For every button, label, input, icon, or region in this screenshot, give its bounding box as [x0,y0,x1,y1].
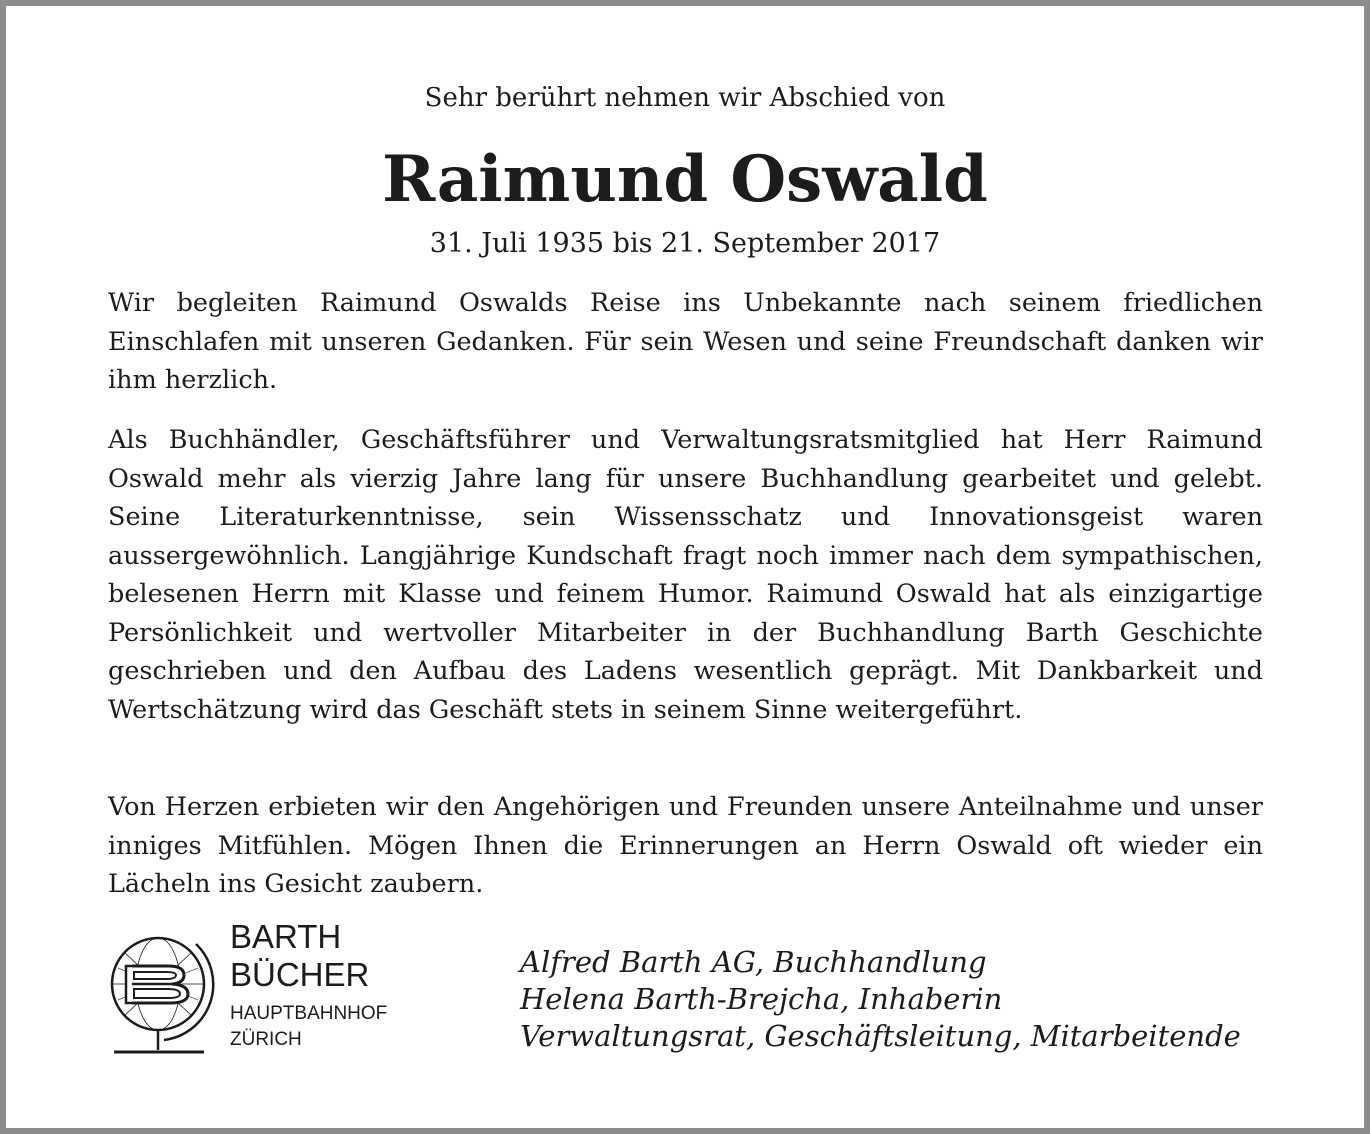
paragraph-condolence: Wir begleiten Raimund Oswalds Reise ins Unbekannte nach seinem friedlichen Einschlafen mit unseren Gedanken. Für sein Wesen und seine Freundschaft danken wir ihm herzlich. [108,288,1263,395]
paragraph-career: Als Buchhändler, Geschäftsführer und Verwaltungsratsmitglied hat Herr Raimund Oswald mehr als vierzig Jahre lang für unsere Buchhandlung gearbeitet und gelebt. Seine Literaturkenntnisse, sein Wissensschatz und Innovationsgeist waren aussergewöhnlich. Langjährige Kundschaft fragt noch immer nach dem sympathischen, belesenen Herrn mit Klasse und feinem Humor. Raimund Oswald hat als einzigartige Persönlichkeit und wertvoller Mitarbeiter in der Buchhandlung Barth Geschichte geschrieben und den Aufbau des Ladens wesentlich geprägt. Mit Dankbarkeit und Wertschätzung wird das Geschäft stets in seinem Sinne weitergeführt. [108,425,1263,725]
signature-staff: Verwaltungsrat, Geschäftsleitung, Mitarbeitende [520,1019,1241,1053]
paragraph-sympathy: Von Herzen erbieten wir den Angehörigen und Freunden unsere Anteilnahme und unser inniges Mitfühlen. Mögen Ihnen die Erinnerungen an Herrn Oswald oft wieder ein Lächeln ins Gesicht zaubern. [108,792,1263,899]
logo-line-barth: BARTH [230,918,342,955]
logo-line-zuerich: ZÜRICH [230,1029,302,1050]
life-dates: 31. Juli 1935 bis 21. September 2017 [429,228,941,259]
logo-line-hauptbahnhof: HAUPTBAHNHOF [230,1003,388,1024]
signature-owner: Helena Barth-Brejcha, Inhaberin [520,982,1003,1016]
signature-company: Alfred Barth AG, Buchhandlung [520,945,987,979]
barth-buecher-logo [104,918,434,1058]
globe-b-logo-icon [104,928,216,1058]
logo-line-buecher: BÜCHER [230,956,370,993]
signature-block [520,944,1241,1055]
logo-wordmark [230,918,387,1053]
deceased-name: Raimund Oswald [382,142,988,217]
intro-line: Sehr berührt nehmen wir Abschied von [424,83,946,113]
